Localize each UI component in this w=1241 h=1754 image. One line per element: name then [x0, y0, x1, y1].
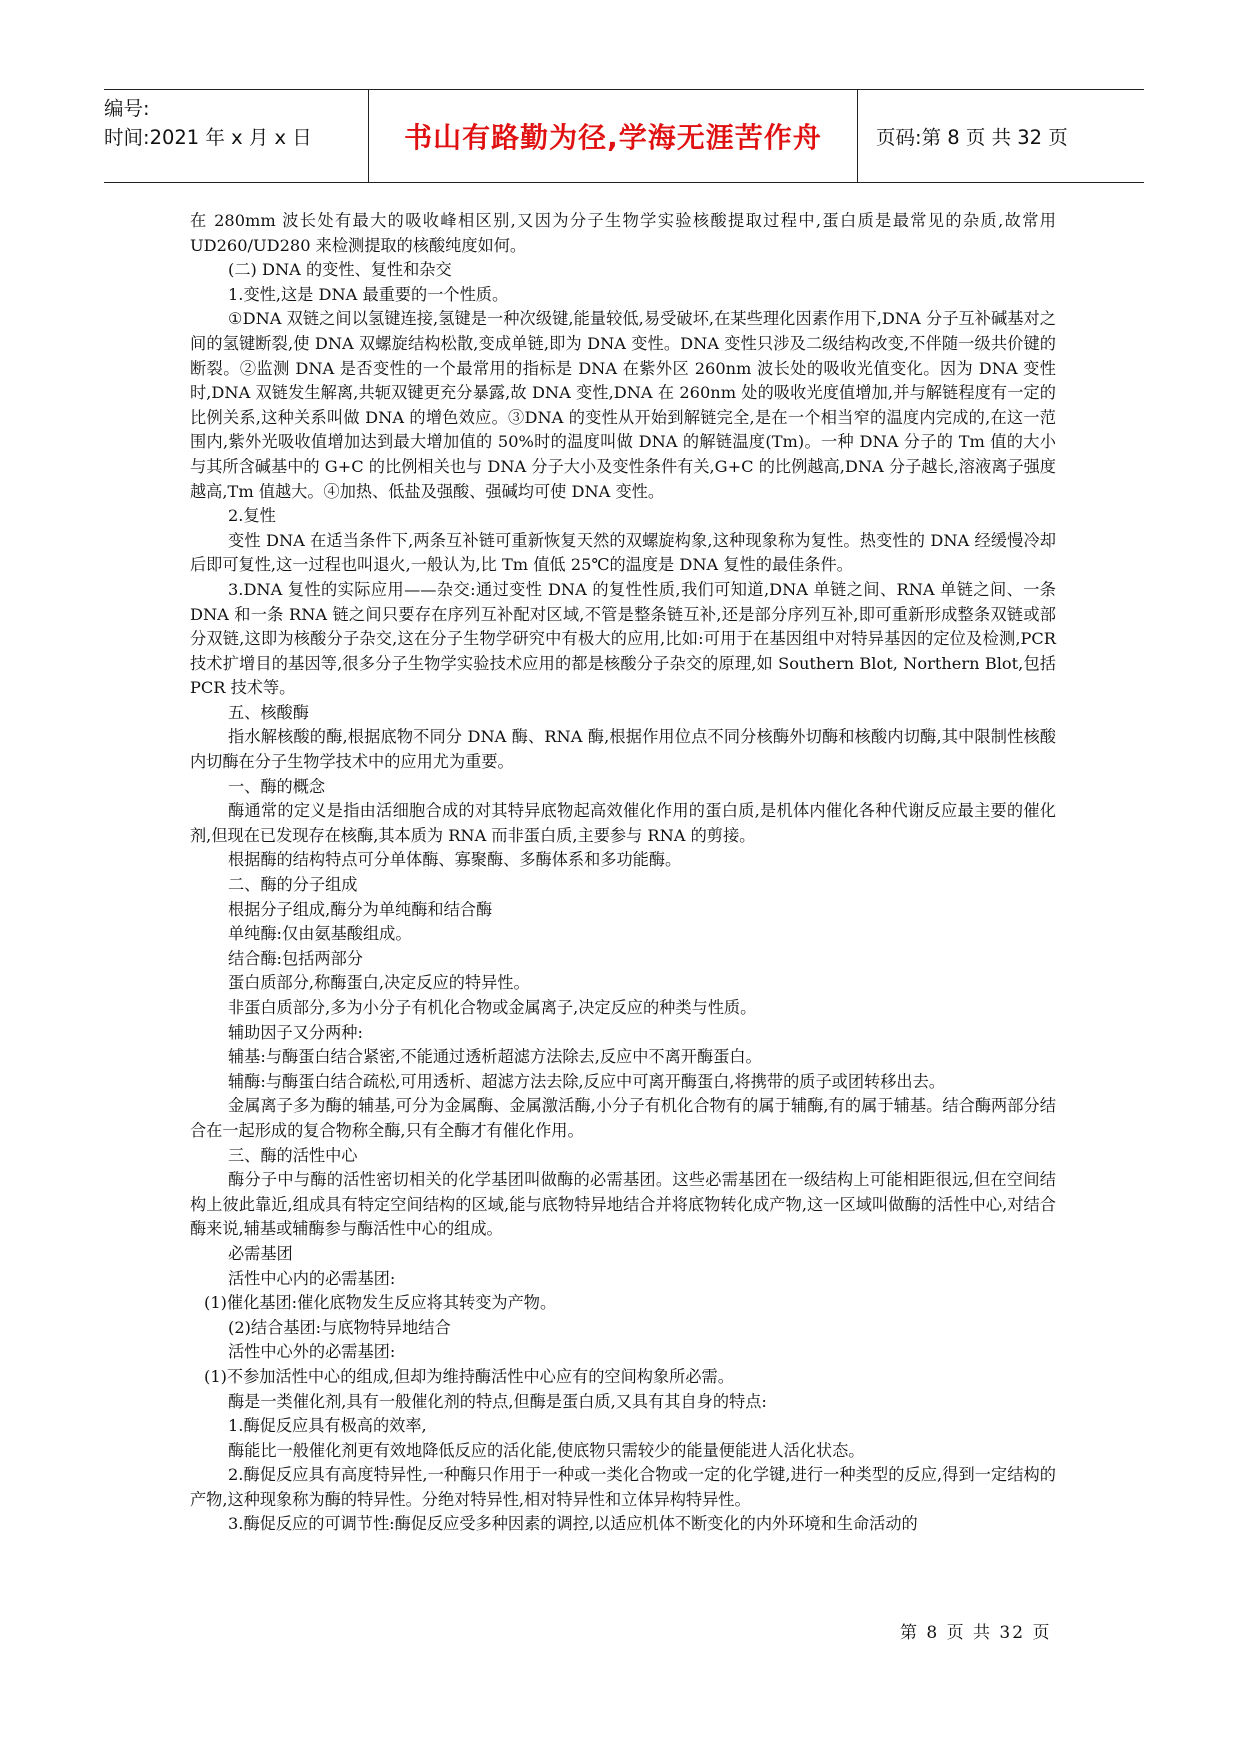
paragraph: 必需基团	[228, 1243, 293, 1263]
section-heading: 一、酶的概念	[228, 776, 326, 796]
paragraph: 3.DNA 复性的实际应用——杂交:通过变性 DNA 的复性性质,我们可知道,DNA 单链之间、RNA 单链之间、一条 DNA 和一条 RNA 链之间只要存在序列互补配对区域,不管是整条链互补,还是部分序列互补,即可重新形成整条双链或部分双链,这即为核酸分子杂交,这在分子生物学研究中有极大的应用,比如:可用于在基因组中对特异基因的定位及检测,PCR 技术扩增目的基因等,很多分子生物学实验技术应用的都是核酸分子杂交的原理,如 Southern Blot, Northern Blot,包括 PCR 技术等。	[190, 579, 1056, 698]
paragraph: 酶通常的定义是指由活细胞合成的对其特异底物起高效催化作用的蛋白质,是机体内催化各种代谢反应最主要的催化剂,但现在已发现存在核酶,其本质为 RNA 而非蛋白质,主要参与 RNA 的剪接。	[190, 801, 1056, 845]
paragraph: 3.酶促反应的可调节性:酶促反应受多种因素的调控,以适应机体不断变化的内外环境和生命活动的	[228, 1514, 918, 1534]
paragraph: 酶是一类催化剂,具有一般催化剂的特点,但酶是蛋白质,又具有其自身的特点:	[228, 1391, 767, 1411]
header-page-number: 页码:第 8 页 共 32 页	[876, 126, 1068, 149]
header-motto-cell	[369, 90, 858, 182]
paragraph: 根据酶的结构特点可分单体酶、寡聚酶、多酶体系和多功能酶。	[228, 850, 682, 870]
paragraph: 辅助因子又分两种:	[228, 1022, 363, 1042]
page-footer: 第 8 页 共 32 页	[900, 1623, 1052, 1643]
paragraph: 非蛋白质部分,多为小分子有机化合物或金属离子,决定反应的种类与性质。	[228, 998, 757, 1017]
paragraph: 单纯酶:仅由氨基酸组成。	[228, 924, 412, 944]
paragraph: 蛋白质部分,称酶蛋白,决定反应的特异性。	[228, 973, 530, 993]
section-heading: 三、酶的活性中心	[228, 1145, 358, 1165]
header-info-cell	[104, 90, 369, 182]
section-heading: 二、酶的分子组成	[228, 875, 358, 895]
document-body	[190, 209, 1056, 1537]
paragraph: 在 280mm 波长处有最大的吸收峰相区别,又因为分子生物学实验核酸提取过程中,蛋白质是最常见的杂质,故常用 UD260/UD280 来检测提取的核酸纯度如何。	[190, 211, 1056, 255]
paragraph: 2.复性	[228, 506, 276, 526]
paragraph: ①DNA 双链之间以氢键连接,氢键是一种次级键,能量较低,易受破坏,在某些理化因素作用下,DNA 分子互补碱基对之间的氢键断裂,使 DNA 双螺旋结构松散,变成单链,即为 DNA 变性。DNA 变性只涉及二级结构改变,不伴随一级共价键的断裂。②监测 DNA 是否变性的一个最常用的指标是 DNA 在紫外区 260nm 波长处的吸收光值变化。因为 DNA 变性时,DNA 双链发生解离,共轭双键更充分暴露,故 DNA 变性,DNA 在 260nm 处的吸收光度值增加,并与解链程度有一定的比例关系,这种关系叫做 DNA 的增色效应。③DNA 的变性从开始到解链完全,是在一个相当窄的温度内完成的,在这一范围内,紫外光吸收值增加达到最大增加值的 50%时的温度叫做 DNA 的解链温度(Tm)。一种 DNA 分子的 Tm 值的大小与其所含碱基中的 G+C 的比例相关也与 DNA 分子大小及变性条件有关,G+C 的比例越高,DNA 分子越长,溶液离子强度越高,Tm 值越大。④加热、低盐及强酸、强碱均可使 DNA 变性。	[190, 309, 1056, 501]
paragraph: 指水解核酸的酶,根据底物不同分 DNA 酶、RNA 酶,根据作用位点不同分核酶外切酶和核酸内切酶,其中限制性核酸内切酶在分子生物学技术中的应用尤为重要。	[190, 727, 1056, 772]
paragraph: 1.酶促反应具有极高的效率,	[228, 1416, 427, 1436]
paragraph: 活性中心外的必需基团:	[228, 1342, 396, 1362]
paragraph: 根据分子组成,酶分为单纯酶和结合酶	[228, 899, 493, 919]
section-heading: (二) DNA 的变性、复性和杂交	[228, 260, 452, 280]
paragraph: 酶分子中与酶的活性密切相关的化学基团叫做酶的必需基团。这些必需基团在一级结构上可能相距很远,但在空间结构上彼此靠近,组成具有特定空间结构的区域,能与底物特异地结合并将底物转化成产物,这一区域叫做酶的活性中心,对结合酶来说,辅基或辅酶参与酶活性中心的组成。	[190, 1170, 1056, 1239]
header-page-cell	[858, 90, 1144, 182]
paragraph: 变性 DNA 在适当条件下,两条互补链可重新恢复天然的双螺旋构象,这种现象称为复性。热变性的 DNA 经缓慢冷却后即可复性,这一过程也叫退火,一般认为,比 Tm 值低 25℃的温度是 DNA 复性的最佳条件。	[190, 530, 1056, 575]
paragraph: 活性中心内的必需基团:	[228, 1268, 396, 1288]
document-number-label: 编号:	[104, 97, 150, 120]
paragraph: 酶能比一般催化剂更有效地降低反应的活化能,使底物只需较少的能量便能进人活化状态。	[228, 1440, 865, 1460]
header-motto: 书山有路勤为径,学海无涯苦作舟	[404, 121, 822, 154]
paragraph: 2.酶促反应具有高度特异性,一种酶只作用于一种或一类化合物或一定的化学键,进行一种类型的反应,得到一定结构的产物,这种现象称为酶的特异性。分绝对特异性,相对特异性和立体异构特异性。	[190, 1465, 1056, 1509]
paragraph: 金属离子多为酶的辅基,可分为金属酶、金属激活酶,小分子有机化合物有的属于辅酶,有的属于辅基。结合酶两部分结合在一起形成的复合物称全酶,只有全酶才有催化作用。	[190, 1096, 1056, 1140]
document-time-label: 时间:2021 年 x 月 x 日	[104, 126, 312, 149]
list-item: (1)催化基团:催化底物发生反应将其转变为产物。	[204, 1293, 557, 1313]
paragraph: 结合酶:包括两部分	[228, 948, 363, 968]
page-header	[104, 89, 1144, 183]
section-heading: 五、核酸酶	[228, 702, 309, 722]
list-item: (2)结合基团:与底物特异地结合	[228, 1317, 451, 1337]
paragraph: 辅酶:与酶蛋白结合疏松,可用透析、超滤方法去除,反应中可离开酶蛋白,将携带的质子或团转移出去。	[228, 1071, 945, 1091]
list-item: (1)不参加活性中心的组成,但却为维持酶活性中心应有的空间构象所必需。	[204, 1366, 734, 1386]
paragraph: 1.变性,这是 DNA 最重要的一个性质。	[228, 284, 509, 304]
paragraph: 辅基:与酶蛋白结合紧密,不能通过透析超滤方法除去,反应中不离开酶蛋白。	[228, 1047, 762, 1067]
